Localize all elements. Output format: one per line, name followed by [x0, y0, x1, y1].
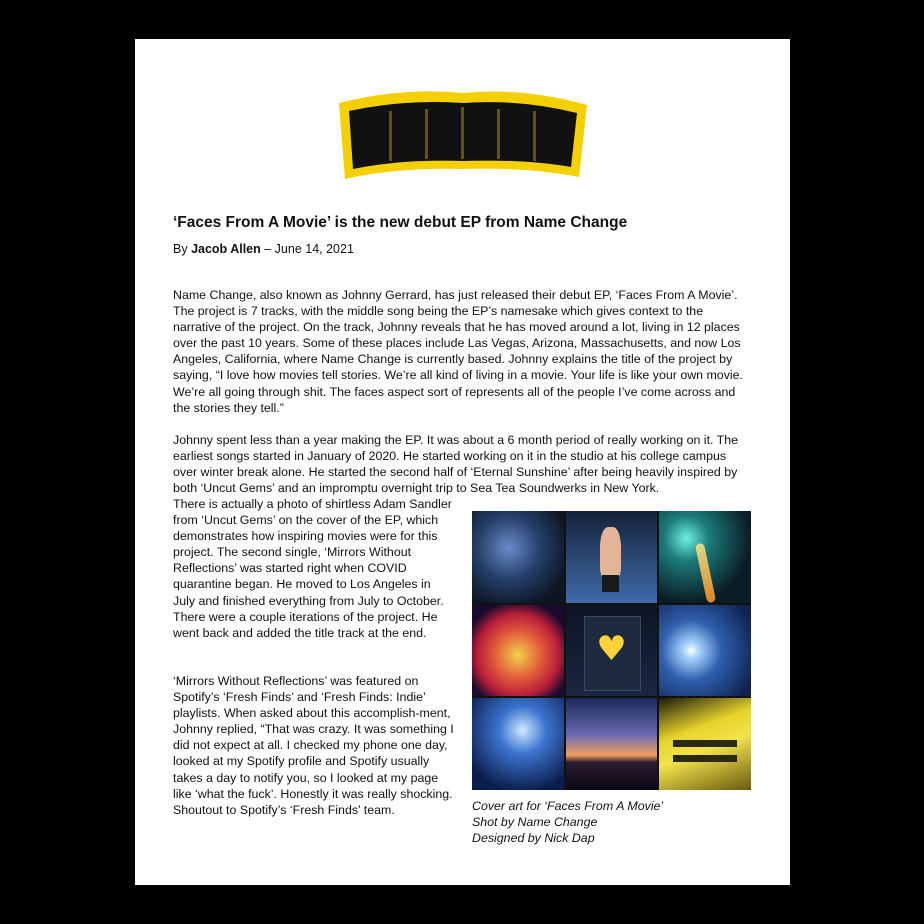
- cover-tile: [659, 698, 751, 790]
- paragraph-4: ‘Mirrors Without Reflections’ was featured on Spotify’s ‘Fresh Finds’ and ‘Fresh Finds: Indie’ playlists. When asked about this accomplish-ment, Johnny replied, “That was crazy. It was something I did not expect at all. I checked my phone one day, looked at my Spotify profile and Spotify usually takes a day to notify you, so I looked at my page like ‘what the fuck’. Honestly it was really shocking. Shoutout to Spotify’s ‘Fresh Finds’ team.: [173, 674, 454, 817]
- paragraph-2: Johnny spent less than a year making the EP. It was about a 6 month period of really working on it. The earliest songs started in January of 2020. He started working on it in the studio at his college campus over winter break alone. He started the second half of ‘Eternal Sunshine’ after being heavily inspired by both ‘Uncut Gems’ and an impromptu overnight trip to Sea Tea Soundwerks in New York.: [173, 433, 739, 496]
- cover-tile: [566, 511, 658, 603]
- cover-tile: [472, 698, 564, 790]
- cover-tile: [472, 511, 564, 603]
- culness-logo[interactable]: [333, 81, 593, 181]
- caption-line: Shot by Name Change: [472, 815, 598, 829]
- cover-tile: [566, 698, 658, 790]
- byline: [173, 242, 354, 256]
- author-name[interactable]: Jacob Allen: [191, 242, 261, 256]
- cover-tile: [659, 511, 751, 603]
- cover-tile: [472, 605, 564, 697]
- cover-tile: [659, 605, 751, 697]
- caption-line: Cover art for ‘Faces From A Movie’: [472, 799, 664, 813]
- byline-prefix: By: [173, 242, 192, 256]
- cover-tile: ♥: [566, 605, 658, 697]
- article-page: [135, 39, 790, 885]
- cover-art-image: [472, 511, 751, 790]
- publish-date: – June 14, 2021: [260, 242, 354, 256]
- article-title: ‘Faces From A Movie’ is the new debut EP from Name Change: [173, 214, 628, 231]
- caption-line: Designed by Nick Dap: [472, 831, 595, 845]
- cover-caption: [472, 798, 663, 846]
- paragraph-3: There is actually a photo of shirtless Adam Sandler from ‘Uncut Gems’ on the cover of the EP, which demonstrates how inspiring movies were for this project. The second single, ‘Mirrors Without Reflections’ was started right when COVID quarantine began. He moved to Los Angeles in July and finished everything from July to October. There were a couple iterations of the project. He went back and added the title track at the end.: [173, 497, 452, 640]
- paragraph-1: Name Change, also known as Johnny Gerrard, has just released their debut EP, ‘Faces From A Movie’. The project is 7 tracks, with the middle song being the EP’s namesake which gives context to the narrative of the project. On the track, Johnny reveals that he has moved around a lot, living in 12 places over the past 10 years. Some of these places include Las Vegas, Arizona, Massachusetts, and now Los Angeles, California, where Name Change is currently based. Johnny explains the title of the project by saying, “I love how movies tell stories. We’re all kind of living in a movie. Your life is like your own movie. We’re all going through shit. The faces aspect sort of represents all of the people I’ve come across and the stories they tell.”: [173, 288, 743, 415]
